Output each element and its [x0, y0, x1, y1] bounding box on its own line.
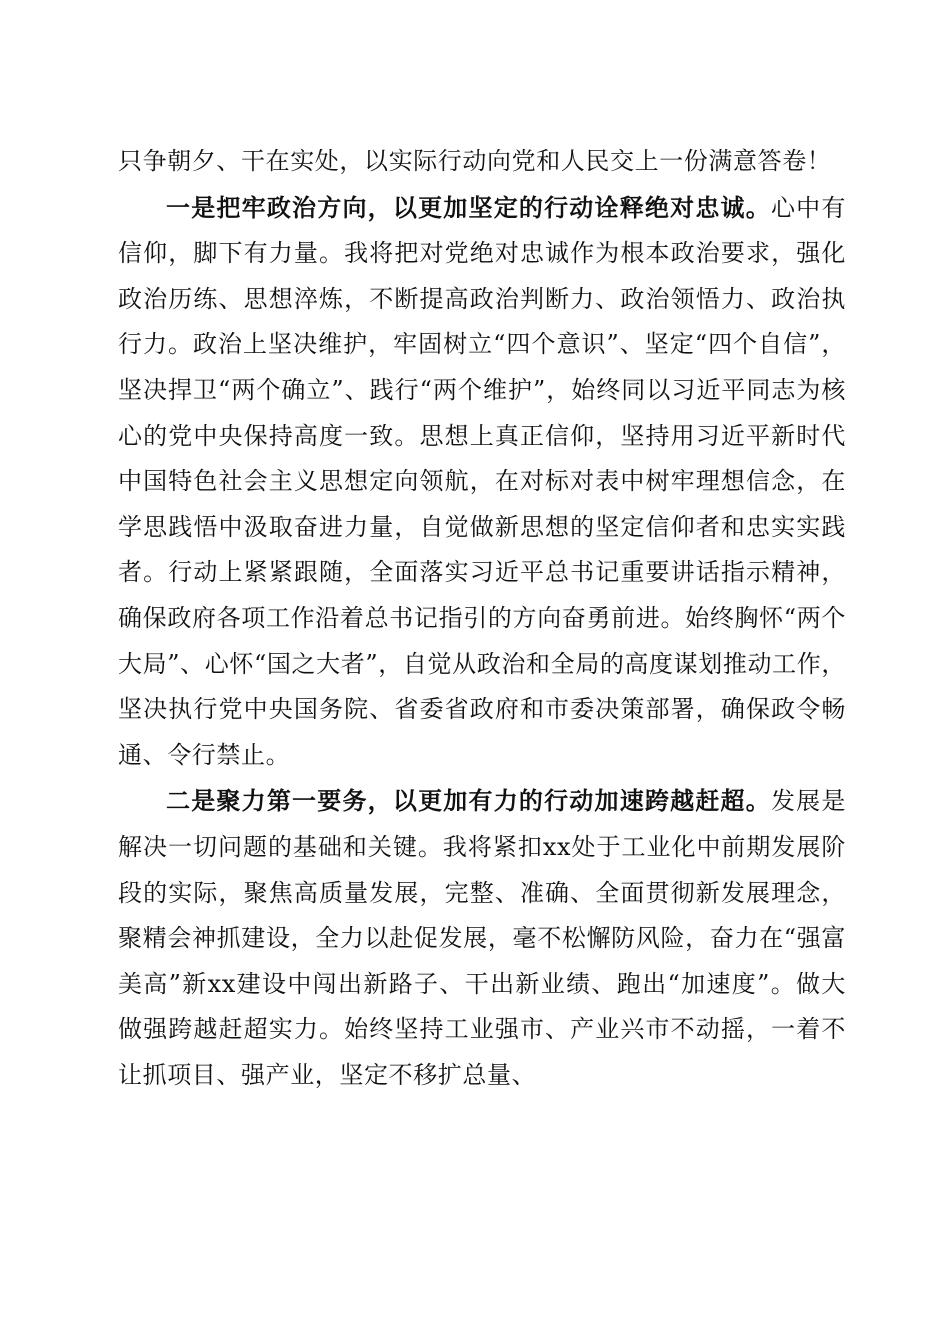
paragraph-continuation — [118, 139, 846, 185]
paragraph-heading: 一是把牢政治方向，以更加坚定的行动诠释绝对忠诚。 — [166, 192, 771, 222]
paragraph-text: 只争朝夕、干在实处，以实际行动向党和人民交上一份满意答卷！ — [118, 147, 832, 175]
paragraph-text: 心中有信仰，脚下有力量。我将把对党绝对忠诚作为根本政治要求，强化政治历练、思想淬炼，不断提高政治判断力、政治领悟力、政治执行力。政治上坚决维护，牢固树立“四个意识”、坚定“四个自信”，坚决捍卫“两个确立”、践行“两个维护”，始终同以习近平同志为核心的党中央保持高度一致。思想上真正信仰，坚持用习近平新时代中国特色社会主义思想定向领航，在对标对表中树牢理想信念，在学思践悟中汲取奋进力量，自觉做新思想的坚定信仰者和忠实实践者。行动上紧紧跟随，全面落实习近平总书记重要讲话指示精神，确保政府各项工作沿着总书记指引的方向奋勇前进。始终胸怀“两个大局”、心怀“国之大者”，自觉从政治和全局的高度谋划推动工作，坚决执行党中央国务院、省委省政府和市委决策部署，确保政令畅通、令行禁止。 — [118, 193, 846, 769]
paragraph-heading: 二是聚力第一要务，以更加有力的行动加速跨越赶超。 — [166, 786, 771, 816]
document-body — [118, 139, 846, 1098]
paragraph-development-priority — [118, 778, 846, 1098]
paragraph-text: 发展是解决一切问题的基础和关键。我将紧扣xx处于工业化中前期发展阶段的实际，聚焦高质量发展，完整、准确、全面贯彻新发展理念，聚精会神抓建设，全力以赴促发展，毫不松懈防风险，奋力在“强富美高”新xx建设中闯出新路子、干出新业绩、跑出“加速度”。做大做强跨越赶超实力。始终坚持工业强市、产业兴市不动摇，一着不让抓项目、强产业，坚定不移扩总量、 — [118, 787, 846, 1089]
paragraph-political-direction — [118, 185, 846, 779]
